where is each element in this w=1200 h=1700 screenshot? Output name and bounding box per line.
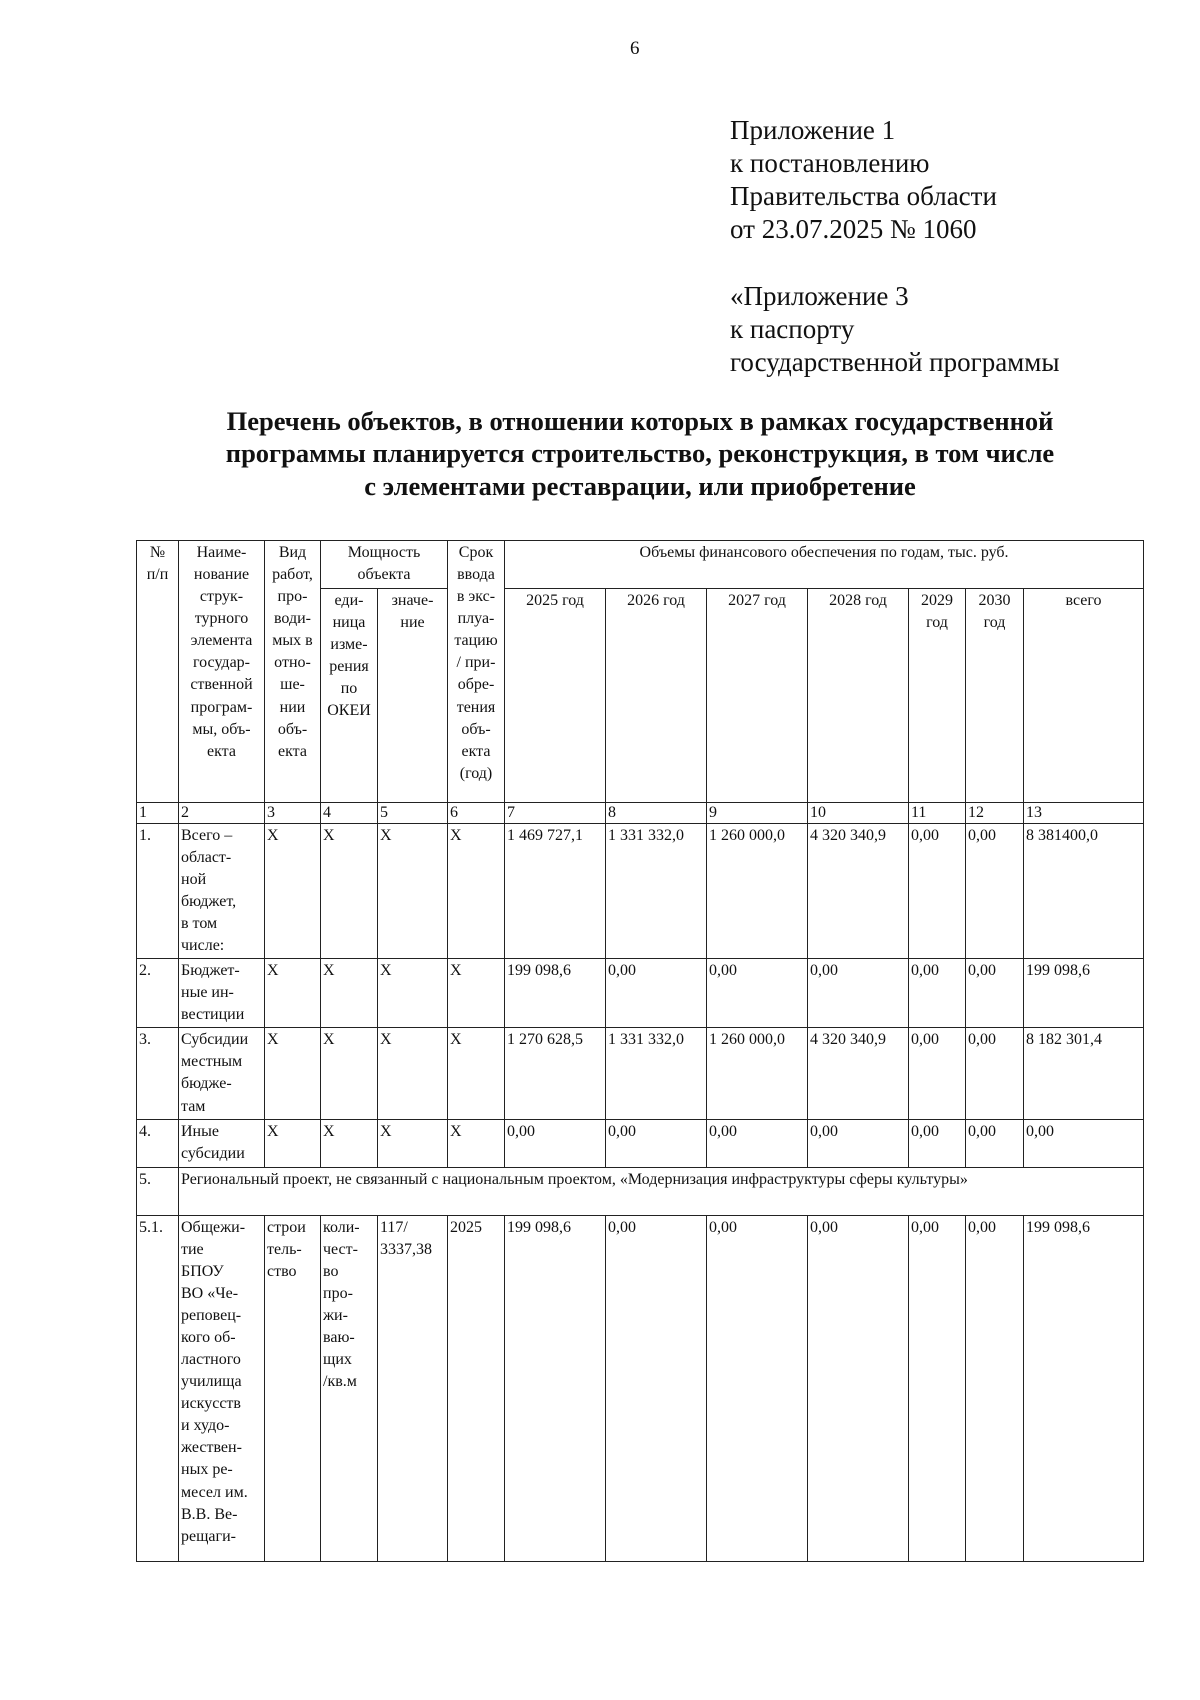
row-num: 2. — [137, 959, 179, 1028]
appendix-header — [730, 114, 997, 246]
row-num: 3. — [137, 1028, 179, 1119]
table-row — [137, 1119, 1144, 1167]
header-year-2029: 2029 год — [909, 589, 966, 803]
header-unit: еди- ница изме- рения по ОКЕИ — [321, 589, 378, 803]
column-number: 8 — [606, 803, 707, 824]
column-number: 9 — [707, 803, 808, 824]
passport-header — [730, 280, 1060, 379]
row-total: 8 381400,0 — [1024, 823, 1144, 958]
row-2027: 1 260 000,0 — [707, 1028, 808, 1119]
row-2028: 0,00 — [808, 1215, 909, 1561]
column-number: 11 — [909, 803, 966, 824]
row-work-type: Х — [265, 1028, 321, 1119]
row-unit: Х — [321, 959, 378, 1028]
column-number: 6 — [448, 803, 505, 824]
row-2027: 0,00 — [707, 959, 808, 1028]
row-2027: 0,00 — [707, 1215, 808, 1561]
column-number: 13 — [1024, 803, 1144, 824]
row-num: 5.1. — [137, 1215, 179, 1561]
row-2025: 1 270 628,5 — [505, 1028, 606, 1119]
appendix-header-line: от 23.07.2025 № 1060 — [730, 213, 977, 244]
row-2030: 0,00 — [966, 1215, 1024, 1561]
appendix-header-line: Правительства области — [730, 180, 997, 211]
row-2025: 199 098,6 — [505, 1215, 606, 1561]
row-2030: 0,00 — [966, 959, 1024, 1028]
row-unit: Х — [321, 823, 378, 958]
header-row-1 — [137, 541, 1144, 589]
passport-header-line: государственной программы — [730, 346, 1060, 377]
row-value: Х — [378, 959, 448, 1028]
row-term: 2025 — [448, 1215, 505, 1561]
row-unit: Х — [321, 1119, 378, 1167]
column-number: 3 — [265, 803, 321, 824]
row-value: Х — [378, 1028, 448, 1119]
header-capacity: Мощность объекта — [321, 541, 448, 589]
table-row — [137, 1215, 1144, 1561]
column-number: 2 — [179, 803, 265, 824]
column-number: 5 — [378, 803, 448, 824]
row-2026: 1 331 332,0 — [606, 1028, 707, 1119]
row-2029: 0,00 — [909, 1119, 966, 1167]
section-row — [137, 1167, 1144, 1215]
row-unit: Х — [321, 1028, 378, 1119]
row-total: 199 098,6 — [1024, 1215, 1144, 1561]
row-term: Х — [448, 959, 505, 1028]
section-title: Региональный проект, не связанный с национальным проектом, «Модернизация инфраструктуры сферы культуры» — [179, 1167, 1144, 1215]
row-2030: 0,00 — [966, 1028, 1024, 1119]
row-2027: 1 260 000,0 — [707, 823, 808, 958]
objects-table — [136, 540, 1144, 1562]
row-total: 0,00 — [1024, 1119, 1144, 1167]
row-num: 1. — [137, 823, 179, 958]
row-value: Х — [378, 1119, 448, 1167]
row-work-type: Х — [265, 823, 321, 958]
table-row — [137, 959, 1144, 1028]
header-year-2025: 2025 год — [505, 589, 606, 803]
row-2026: 0,00 — [606, 959, 707, 1028]
header-year-2026: 2026 год — [606, 589, 707, 803]
row-work-type: Х — [265, 1119, 321, 1167]
document-title — [130, 405, 1150, 502]
row-2030: 0,00 — [966, 823, 1024, 958]
column-number: 1 — [137, 803, 179, 824]
table-row — [137, 823, 1144, 958]
row-unit: коли- чест- во про- жи- ваю- щих /кв.м — [321, 1215, 378, 1561]
row-2025: 1 469 727,1 — [505, 823, 606, 958]
section-num: 5. — [137, 1167, 179, 1215]
column-number: 4 — [321, 803, 378, 824]
appendix-header-line: к постановлению — [730, 147, 930, 178]
header-work-type: Вид работ, про- води- мых в отно- ше- нии объ- екта — [265, 541, 321, 803]
header-term: Срок ввода в экс- плуа- тацию / при- обре- тения объ- екта (год) — [448, 541, 505, 803]
column-number-row — [137, 803, 1144, 824]
row-2029: 0,00 — [909, 959, 966, 1028]
row-name: Субсидии местным бюдже- там — [179, 1028, 265, 1119]
header-value: значе- ние — [378, 589, 448, 803]
header-year-2027: 2027 год — [707, 589, 808, 803]
document-title-line: программы планируется строительство, реконструкция, в том числе — [225, 438, 1055, 469]
header-funding: Объемы финансового обеспечения по годам, тыс. руб. — [505, 541, 1144, 589]
row-num: 4. — [137, 1119, 179, 1167]
row-2025: 199 098,6 — [505, 959, 606, 1028]
row-name: Общежи- тие БПОУ ВО «Че- реповец- кого об- ластного училища искусств и худо- жествен- ных ре- месел им. В.В. Ве- рещаги- — [179, 1215, 265, 1561]
row-term: Х — [448, 1028, 505, 1119]
row-term: Х — [448, 1119, 505, 1167]
document-title-line: Перечень объектов, в отношении которых в рамках государственной — [226, 406, 1054, 436]
row-work-type: строи тель- ство — [265, 1215, 321, 1561]
row-name: Всего – област- ной бюджет, в том числе: — [179, 823, 265, 958]
passport-header-line: «Приложение 3 — [730, 281, 909, 311]
row-2025: 0,00 — [505, 1119, 606, 1167]
row-2026: 1 331 332,0 — [606, 823, 707, 958]
row-value: 117/ 3337,38 — [378, 1215, 448, 1561]
passport-header-line: к паспорту — [730, 313, 855, 344]
row-value: Х — [378, 823, 448, 958]
row-2030: 0,00 — [966, 1119, 1024, 1167]
header-name: Наиме- нование струк- турного элемента государ- ственной програм- мы, объ- екта — [179, 541, 265, 803]
column-number: 7 — [505, 803, 606, 824]
header-year-2030: 2030 год — [966, 589, 1024, 803]
appendix-header-line: Приложение 1 — [730, 115, 896, 145]
row-2029: 0,00 — [909, 823, 966, 958]
row-2028: 4 320 340,9 — [808, 823, 909, 958]
row-total: 8 182 301,4 — [1024, 1028, 1144, 1119]
row-2026: 0,00 — [606, 1215, 707, 1561]
row-2028: 0,00 — [808, 1119, 909, 1167]
header-year-2028: 2028 год — [808, 589, 909, 803]
row-2026: 0,00 — [606, 1119, 707, 1167]
column-number: 12 — [966, 803, 1024, 824]
header-total: всего — [1024, 589, 1144, 803]
header-num: № п/п — [137, 541, 179, 803]
row-2029: 0,00 — [909, 1028, 966, 1119]
row-term: Х — [448, 823, 505, 958]
column-number: 10 — [808, 803, 909, 824]
page-number: 6 — [630, 38, 640, 59]
row-2027: 0,00 — [707, 1119, 808, 1167]
row-total: 199 098,6 — [1024, 959, 1144, 1028]
row-2028: 4 320 340,9 — [808, 1028, 909, 1119]
row-name: Бюджет- ные ин- вестиции — [179, 959, 265, 1028]
row-name: Иные субсидии — [179, 1119, 265, 1167]
row-2028: 0,00 — [808, 959, 909, 1028]
table-row — [137, 1028, 1144, 1119]
document-title-line: с элементами реставрации, или приобретение — [364, 470, 916, 501]
row-2029: 0,00 — [909, 1215, 966, 1561]
row-work-type: Х — [265, 959, 321, 1028]
